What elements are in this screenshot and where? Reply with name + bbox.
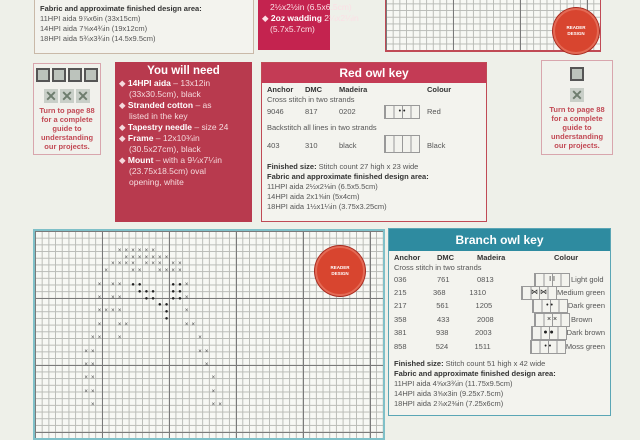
- cross-stitch-mark: ×: [164, 268, 169, 275]
- cross-stitch-mark: ×: [84, 375, 88, 382]
- hourglass-icon: [52, 68, 66, 82]
- colour-name: Moss green: [565, 341, 605, 351]
- red-key-title: Red owl key: [262, 63, 486, 83]
- need-item-detail: (30.5x27cm), black: [129, 144, 201, 154]
- guide-text: [542, 105, 612, 150]
- symbol-legend: [34, 67, 100, 88]
- col-anchor: Anchor: [394, 253, 421, 262]
- fabric-line: 11HPI aida 4⅝x3¾in (11.75x9.5cm): [394, 379, 513, 389]
- red-owl-key: [261, 62, 487, 222]
- cross-stitch-mark: ×: [171, 268, 175, 275]
- need-item-name: Frame: [127, 133, 154, 143]
- cross-stitch-mark: ×: [97, 321, 102, 328]
- guide-line: guide to: [562, 123, 592, 132]
- cross-stitch-mark: ×: [117, 261, 122, 268]
- cross-stitch-icon: ✕: [77, 88, 89, 104]
- cross-stitch-mark: ×: [144, 254, 149, 261]
- cross-stitch-mark: ×: [124, 254, 129, 261]
- dmc-code: 368: [433, 288, 446, 298]
- cross-stitch-mark: ×: [124, 321, 129, 328]
- cross-stitch-mark: ×: [164, 254, 169, 261]
- bullet-icon: ◆: [262, 13, 271, 23]
- dark-brown-stitch-mark: ●: [164, 315, 169, 322]
- you-will-need-title: You will need: [147, 65, 220, 77]
- guide-line: understanding: [550, 132, 604, 141]
- dark-brown-stitch-mark: ●: [171, 295, 175, 302]
- key-row: [394, 286, 605, 299]
- bullet-icon: ◆: [119, 78, 128, 88]
- cross-stitch-mark: ×: [137, 248, 142, 254]
- fabric-heading: Fabric and approximate finished design area:: [394, 369, 556, 379]
- need-item-detail: – 13x12in: [170, 78, 211, 88]
- cross-stitch-mark: ×: [191, 321, 196, 328]
- dark-brown-stitch-mark: ●: [137, 282, 142, 289]
- cross-stitch-mark: ×: [117, 308, 122, 315]
- cross-stitch-mark: ×: [198, 335, 202, 342]
- cross-stitch-icon: ✕: [571, 87, 583, 103]
- cross-stitch-mark: ×: [97, 335, 102, 342]
- fabric-line: 11HPI aida 2½x2⅛in (6.5x5.5cm): [267, 182, 378, 191]
- dark-brown-stitch-mark: ●: [164, 309, 169, 315]
- materials-line: (5.7x5.7cm): [270, 24, 315, 34]
- col-colour: Colour: [427, 85, 452, 94]
- fabric-line: 14HPI aida 3⅝x3in (9.25x7.5cm): [394, 389, 504, 399]
- stitch-symbol: • •: [530, 340, 566, 354]
- hourglass-icon: [84, 68, 98, 82]
- dmc-code: 561: [436, 301, 449, 311]
- col-madeira: Madeira: [477, 253, 506, 262]
- finished-size-value: Stitch count 27 high x 23 wide: [316, 162, 419, 171]
- cross-stitch-mark: ×: [124, 248, 129, 254]
- dark-brown-stitch-mark: ●: [164, 302, 169, 309]
- reader-design-badge: [553, 8, 599, 54]
- cross-stitch-mark: ×: [117, 281, 122, 288]
- madeira-code: black: [339, 140, 357, 150]
- guide-line: understanding: [40, 133, 94, 142]
- cross-stitch-mark: ×: [111, 281, 115, 288]
- finished-size-value: Stitch count 51 high x 42 wide: [443, 359, 546, 369]
- fabric-line: 14HPI aida 2x1⅝in (5x4cm): [267, 192, 360, 201]
- top-materials-box: [258, 0, 359, 50]
- cross-stitch-mark: ×: [111, 261, 115, 268]
- cross-stitch-mark: ×: [97, 281, 102, 288]
- need-item-detail: – as: [193, 100, 212, 110]
- cross-stitch-mark: ×: [144, 248, 149, 254]
- you-will-need-box: [115, 62, 252, 222]
- key-row: [267, 105, 481, 119]
- fabric-line: 14HPI aida 7⅝x4¾in (19x12cm): [40, 24, 148, 33]
- guide-text: [34, 106, 100, 151]
- anchor-code: 381: [394, 328, 407, 338]
- fabric-line: 18HPI aida 1½x1¼in (3.75x3.25cm): [267, 202, 387, 211]
- stitch-symbol: • •: [532, 299, 568, 313]
- finished-size-label: Finished size:: [394, 359, 444, 369]
- anchor-code: 858: [394, 341, 407, 351]
- dark-brown-stitch-mark: ●: [157, 302, 162, 309]
- col-dmc: DMC: [305, 85, 323, 94]
- anchor-code: 215: [394, 288, 407, 298]
- madeira-code: 2008: [477, 314, 494, 324]
- need-item-detail: – 12x10¾in: [153, 133, 200, 143]
- fabric-heading: Fabric and approximate finished design area:: [40, 4, 202, 13]
- anchor-code: 9046: [267, 107, 284, 116]
- cross-stitch-mark: ×: [137, 254, 142, 261]
- cross-stitch-mark: ×: [117, 248, 122, 254]
- cross-stitch-mark: ×: [111, 294, 115, 301]
- guide-box-left: [33, 63, 101, 155]
- colour-name: Black: [427, 140, 446, 150]
- cross-stitch-mark: ×: [117, 321, 122, 328]
- key-header-row: [267, 85, 481, 95]
- cross-stitch-mark: ×: [158, 254, 162, 261]
- need-item-name: Mount: [127, 155, 154, 165]
- cross-stitch-mark: ×: [91, 361, 95, 368]
- branch-key-title: Branch owl key: [389, 229, 610, 251]
- cross-stitch-mark: ×: [104, 308, 108, 315]
- cross-stitch-mark: ×: [131, 254, 135, 261]
- colour-name: Medium green: [557, 288, 605, 298]
- madeira-code: 0202: [339, 107, 356, 116]
- guide-line: our projects.: [554, 141, 600, 150]
- guide-line: for a complete: [41, 115, 93, 124]
- cross-stitch-mark: ×: [184, 321, 189, 328]
- fabric-line: 11HPI aida 9⅞x6in (33x15cm): [40, 14, 141, 23]
- backstitch-symbol: [384, 135, 420, 153]
- need-item-detail: (23.75x18.5cm) oval: [129, 166, 207, 176]
- col-anchor: Anchor: [267, 85, 294, 94]
- dark-brown-stitch-mark: ●: [178, 295, 182, 302]
- madeira-code: 2003: [474, 328, 492, 338]
- cross-stitch-mark: ×: [84, 348, 88, 355]
- cross-stitch-mark: ×: [158, 268, 162, 275]
- colour-name: Red: [427, 107, 441, 116]
- cross-stitch-mark: ×: [144, 261, 149, 268]
- hourglass-icon: [68, 68, 82, 82]
- fabric-line: 18HPI aida 2⅞x2⅜in (7.25x6cm): [394, 399, 504, 409]
- cross-stitch-icon: ✕: [45, 88, 57, 104]
- anchor-code: 358: [394, 314, 407, 324]
- branch-owl-key: [388, 228, 611, 416]
- cross-stitch-mark: ×: [151, 254, 155, 261]
- key-row: [267, 135, 481, 156]
- madeira-code: 1511: [474, 341, 491, 351]
- cross-stitch-mark: ×: [117, 335, 122, 342]
- bullet-icon: ◆: [119, 122, 128, 132]
- cross-stitch-mark: ×: [184, 294, 189, 301]
- need-item-detail: – with a 9¼x7¼in: [153, 155, 222, 165]
- cross-stitch-mark: ×: [84, 361, 88, 368]
- key-row: [394, 327, 605, 340]
- need-item-detail: – size 24: [192, 122, 229, 132]
- cross-stitch-mark: ×: [151, 248, 155, 254]
- anchor-code: 217: [394, 301, 407, 311]
- guide-line: guide to: [52, 124, 82, 133]
- key-row: [394, 273, 605, 286]
- finished-size-label: Finished size:: [267, 162, 317, 171]
- guide-line: Turn to page 88: [549, 105, 605, 114]
- dark-brown-stitch-mark: ●: [151, 288, 155, 295]
- bullet-icon: ◆: [119, 133, 128, 143]
- bullet-icon: ◆: [119, 100, 128, 110]
- anchor-code: 036: [394, 274, 407, 284]
- guide-box-right: [541, 60, 613, 155]
- key-section-label: Backstitch all lines in two strands: [267, 123, 377, 132]
- cross-stitch-mark: ×: [198, 348, 202, 355]
- need-item-detail: listed in the key: [129, 111, 188, 121]
- dmc-code: 761: [437, 274, 450, 284]
- cross-stitch-mark: ×: [91, 375, 95, 382]
- cross-stitch-mark: ×: [151, 261, 155, 268]
- stitch-symbol: ⋈ ⋈: [521, 286, 557, 300]
- colour-name: Dark brown: [566, 328, 605, 338]
- cross-stitch-mark: ×: [204, 348, 209, 355]
- dark-brown-stitch-mark: ●: [151, 295, 155, 302]
- cross-stitch-mark: ×: [184, 308, 189, 315]
- key-section-label: Cross stitch in two strands: [394, 263, 482, 272]
- colour-name: Light gold: [571, 274, 604, 284]
- cross-stitch-mark: ×: [104, 268, 108, 275]
- cross-stitch-mark: ×: [91, 335, 95, 342]
- badge-text: READER DESIGN: [566, 25, 586, 36]
- cross-stitch-mark: ×: [211, 388, 216, 395]
- cross-stitch-mark: ×: [117, 294, 122, 301]
- reader-design-badge: [315, 246, 365, 296]
- key-row: [394, 300, 605, 313]
- stitch-symbol: ● ●: [531, 326, 567, 340]
- madeira-code: 1205: [475, 301, 493, 311]
- bullet-icon: ◆: [119, 155, 128, 165]
- materials-item-size: 2¼x2¼in: [321, 13, 359, 23]
- cross-stitch-mark: ×: [204, 361, 209, 368]
- guide-line: our projects.: [44, 142, 90, 151]
- col-madeira: Madeira: [339, 85, 368, 94]
- stitch-symbol: × ×: [534, 313, 570, 327]
- cross-stitch-mark: ×: [218, 402, 222, 409]
- madeira-code: 0813: [477, 274, 494, 284]
- cross-stitch-mark: ×: [137, 268, 142, 275]
- cross-stitch-mark: ×: [131, 248, 135, 254]
- cross-stitch-mark: ×: [91, 388, 95, 395]
- need-item-name: Stranded cotton: [127, 100, 194, 110]
- materials-line: 2½x2½in (6.5x6.5cm): [270, 2, 352, 12]
- guide-line: for a complete: [551, 114, 603, 123]
- guide-line: Turn to page 88: [39, 106, 95, 115]
- need-item-name: Tapestry needle: [127, 122, 192, 132]
- fabric-heading: Fabric and approximate finished design area:: [267, 172, 429, 181]
- cross-stitch-mark: ×: [184, 281, 189, 288]
- key-section-label: Cross stitch in two strands: [267, 95, 355, 104]
- dark-brown-stitch-mark: ●: [144, 288, 149, 295]
- colour-name: Dark green: [567, 301, 605, 311]
- cross-stitch-mark: ×: [97, 294, 102, 301]
- col-dmc: DMC: [437, 253, 455, 262]
- key-header-row: [394, 253, 605, 263]
- colour-name: Brown: [571, 314, 593, 324]
- cross-stitch-mark: ×: [171, 261, 175, 268]
- badge-text: READER DESIGN: [330, 265, 350, 276]
- top-fabric-box: [34, 0, 254, 54]
- key-row: [394, 313, 605, 326]
- stitch-symbol: I I: [534, 273, 570, 287]
- cross-stitch-mark: ×: [91, 348, 95, 355]
- fabric-line: 18HPI aida 5¾x3¾in (14.5x9.5cm): [40, 34, 156, 43]
- anchor-code: 403: [267, 140, 280, 150]
- dmc-code: 310: [305, 140, 318, 150]
- stitch-symbol: • •: [384, 105, 420, 119]
- madeira-code: 1310: [469, 288, 486, 298]
- cross-stitch-mark: ×: [111, 308, 115, 315]
- materials-item: 2oz wadding: [270, 13, 322, 23]
- cross-stitch-mark: ×: [211, 402, 216, 409]
- dark-brown-stitch-mark: ●: [131, 282, 135, 289]
- cross-stitch-mark: ×: [91, 402, 95, 409]
- cross-stitch-mark: ×: [97, 308, 102, 315]
- cross-stitch-mark: ×: [131, 261, 135, 268]
- cross-stitch-icon: ✕: [61, 88, 73, 104]
- need-item-detail: (33x30.5cm), black: [129, 89, 201, 99]
- cross-stitch-mark: ×: [178, 261, 182, 268]
- need-item-detail: opening, white: [129, 177, 184, 187]
- cross-stitch-mark: ×: [131, 268, 135, 275]
- cross-stitch-mark: ×: [211, 375, 216, 382]
- cross-stitch-mark: ×: [84, 388, 88, 395]
- dmc-code: 524: [435, 341, 449, 351]
- dmc-code: 433: [437, 314, 450, 324]
- cross-stitch-mark: ×: [158, 261, 162, 268]
- col-colour: Colour: [554, 253, 579, 262]
- key-row: [394, 340, 605, 353]
- cross-stitch-mark: ×: [124, 261, 129, 268]
- hourglass-icon: [570, 67, 584, 81]
- need-item-name: 14HPI aida: [127, 78, 171, 88]
- hourglass-icon: [36, 68, 50, 82]
- dmc-code: 817: [305, 107, 318, 116]
- dark-brown-stitch-mark: ●: [171, 288, 175, 295]
- dark-brown-stitch-mark: ●: [178, 288, 182, 295]
- dark-brown-stitch-mark: ●: [137, 288, 142, 295]
- dark-brown-stitch-mark: ●: [144, 295, 149, 302]
- dmc-code: 938: [435, 328, 449, 338]
- dark-brown-stitch-mark: ●: [171, 282, 175, 289]
- cross-stitch-mark: ×: [178, 268, 182, 275]
- dark-brown-stitch-mark: ●: [178, 282, 182, 289]
